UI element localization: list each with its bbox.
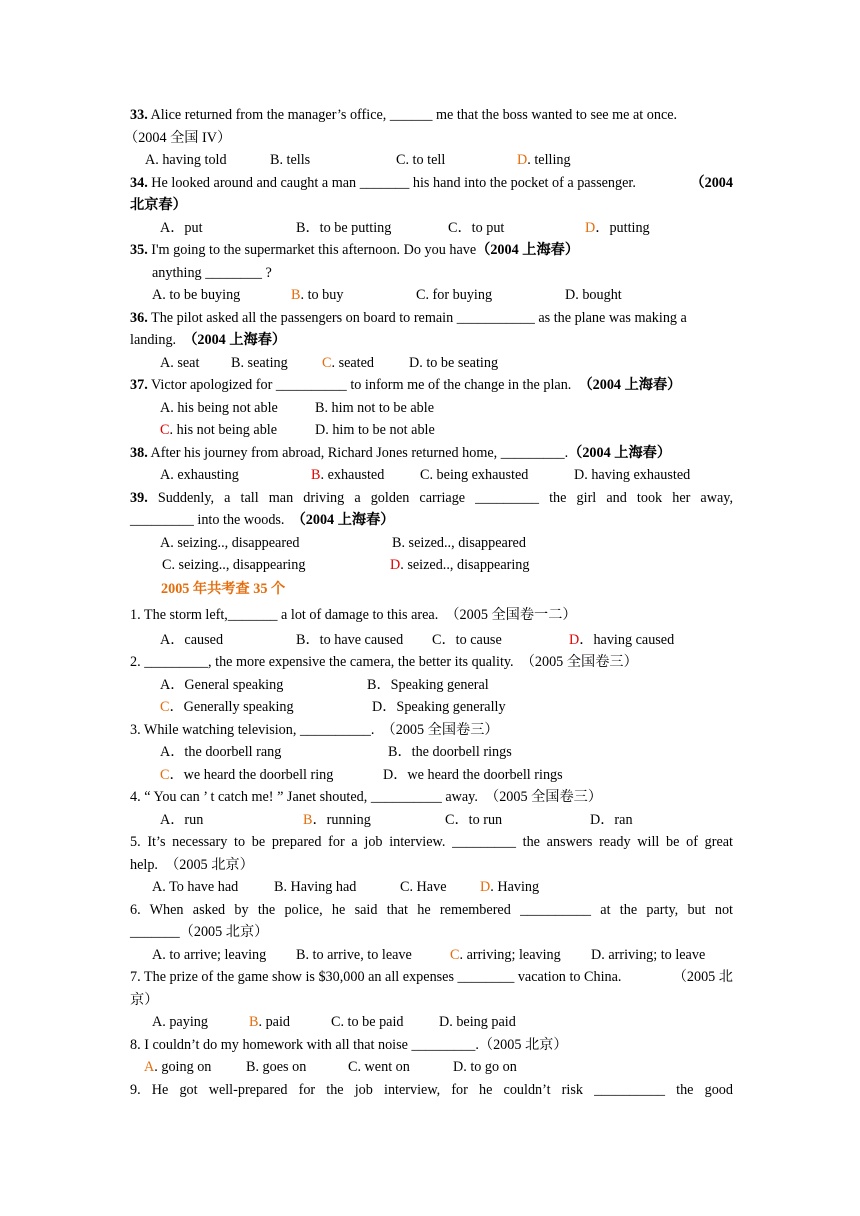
options-row — [130, 944, 733, 967]
option-b: B. to arrive, to leave — [296, 946, 412, 963]
option-d: D. telling — [517, 152, 571, 168]
option-b: B. paid — [249, 1014, 290, 1030]
section-heading — [130, 578, 733, 601]
option-d: D．Speaking generally — [372, 699, 506, 715]
option-b: B. him not to be able — [315, 399, 435, 416]
source-label: （2004 上海春） — [183, 332, 287, 348]
option-c: C. arriving; leaving — [450, 946, 561, 963]
question-number: 37. — [130, 377, 148, 393]
option-b: B. goes on — [246, 1059, 307, 1075]
question-text: Alice returned from the manager’s office, ______ me that the boss wanted to see me at once. — [147, 107, 678, 123]
source-label: （2005 北 — [672, 969, 733, 985]
question-33 — [130, 104, 733, 127]
options-row — [130, 352, 733, 375]
question-text: I'm going to the supermarket this afternoon. Do you have — [147, 242, 477, 258]
question-number: 33. — [130, 107, 148, 123]
option-c: C．to cause — [432, 631, 502, 648]
option-a: A．run — [160, 811, 204, 828]
option-b: B. seized.., disappeared — [392, 534, 526, 551]
question-36 — [130, 307, 733, 330]
source-label: （2005 全国卷三） — [485, 789, 603, 805]
question-39 — [130, 487, 733, 510]
option-c: C. seizing.., disappearing — [162, 557, 306, 573]
option-d: D. being paid — [439, 1014, 516, 1030]
option-c: C. to tell — [396, 152, 446, 168]
question-text: 5. It’s necessary to be prepared for a job interview. _________ the answers ready will be of great — [130, 834, 733, 850]
option-a: A. seat — [160, 354, 200, 371]
option-a: A. seizing.., disappeared — [160, 534, 300, 551]
option-d: D. to be seating — [409, 354, 499, 371]
options-row — [130, 554, 733, 577]
options-row — [130, 876, 733, 899]
question-2005-9 — [130, 1079, 733, 1102]
option-c: C. went on — [348, 1059, 410, 1075]
question-35 — [130, 239, 733, 262]
option-d: D．ran — [590, 811, 633, 828]
option-d: D．putting — [585, 219, 650, 236]
option-b: B. exhausted — [311, 467, 385, 483]
source-label: （2005 全国卷三） — [520, 654, 638, 670]
option-b: B. seating — [231, 354, 288, 371]
document-page — [124, 104, 733, 1101]
options-row — [130, 1011, 733, 1034]
option-d: D．having caused — [569, 631, 675, 648]
question-text: _______ — [130, 924, 180, 940]
option-b: B．Speaking general — [367, 676, 489, 693]
options-row — [130, 809, 733, 832]
source-label: 京） — [130, 991, 159, 1008]
question-text: 2. _________, the more expensive the camera, the better its quality. — [130, 654, 514, 670]
option-b: B. Having had — [274, 879, 357, 895]
options-row — [130, 284, 733, 307]
option-a: A. going on — [144, 1059, 212, 1075]
section-heading-text: 2005 年共考查 35 个 — [161, 580, 286, 597]
option-c: C．we heard the doorbell ring — [160, 766, 334, 783]
question-2005-3 — [130, 719, 733, 742]
question-text: 8. I couldn’t do my homework with all that noise _________. — [130, 1036, 479, 1053]
question-38 — [130, 442, 733, 465]
options-row — [130, 149, 733, 172]
question-continuation — [130, 921, 733, 944]
source-label: （2004 全国 IV） — [124, 129, 232, 146]
question-continuation — [130, 262, 733, 285]
option-a: A. To have had — [152, 879, 239, 895]
question-text: landing. — [130, 332, 177, 348]
option-d: D. to go on — [453, 1059, 517, 1075]
question-2005-2 — [130, 651, 733, 674]
option-a: A．the doorbell rang — [160, 744, 282, 760]
option-d: D. having exhausted — [574, 467, 691, 483]
option-d: D. Having — [480, 879, 540, 895]
option-a: A. to be buying — [152, 287, 241, 303]
options-row — [130, 419, 733, 442]
question-text: Victor apologized for __________ to inform me of the change in the plan. — [147, 377, 572, 393]
option-b: B．running — [303, 811, 371, 828]
question-text: _________ into the woods. — [130, 512, 285, 528]
option-c: C. his not being able — [160, 422, 278, 438]
source-label: （2005 全国卷一二） — [445, 607, 577, 623]
option-d: D. him to be not able — [315, 422, 435, 438]
option-a: A．caused — [160, 631, 224, 648]
options-row — [130, 741, 733, 764]
option-c: C．Generally speaking — [160, 699, 294, 715]
options-row — [130, 1056, 733, 1079]
option-b: B. tells — [270, 152, 311, 168]
question-text: 3. While watching television, __________. — [130, 721, 375, 738]
option-a: A. exhausting — [160, 467, 239, 483]
option-b: B．the doorbell rings — [388, 744, 512, 760]
option-a: A. to arrive; leaving — [152, 946, 267, 963]
question-number: 39. — [130, 489, 148, 506]
option-b: B．to have caused — [296, 631, 404, 648]
option-c: C. being exhausted — [420, 467, 529, 483]
question-34 — [130, 172, 733, 195]
question-2005-4 — [130, 786, 733, 809]
question-text: Suddenly, a tall man driving a golden carriage _________ the girl and took her away, — [147, 489, 733, 506]
question-2005-5 — [130, 831, 733, 854]
question-source — [130, 989, 733, 1012]
question-continuation — [130, 509, 733, 532]
question-text: 6. When asked by the police, he said that he remembered __________ at the party, but not — [130, 901, 733, 918]
question-source — [124, 127, 733, 150]
option-a: A．General speaking — [160, 676, 284, 693]
question-number: 35. — [130, 242, 148, 258]
question-2005-1 — [130, 604, 733, 627]
option-a: A．put — [160, 219, 203, 236]
question-number: 36. — [130, 309, 148, 326]
source-label: 北京春） — [130, 197, 187, 213]
question-text: After his journey from abroad, Richard Jones returned home, _________. — [147, 444, 569, 461]
option-b: B. to buy — [291, 287, 344, 303]
option-c: C．to put — [448, 219, 505, 236]
option-d: D．we heard the doorbell rings — [383, 766, 563, 783]
question-continuation — [130, 329, 733, 352]
option-c: C. seated — [322, 354, 375, 371]
source-label: （2004 上海春） — [476, 242, 580, 258]
option-c: C．to run — [445, 811, 503, 828]
option-b: B．to be putting — [296, 219, 392, 236]
options-row — [130, 217, 733, 240]
question-text: He looked around and caught a man _______ his hand into the pocket of a passenger. — [147, 174, 636, 191]
source-label: （2004 上海春） — [578, 377, 682, 393]
option-a: A. having told — [145, 152, 227, 168]
options-row — [130, 532, 733, 555]
options-row — [130, 629, 733, 652]
question-source — [130, 194, 733, 217]
question-2005-7 — [130, 966, 733, 989]
question-37 — [130, 374, 733, 397]
source-label: （2005 全国卷三） — [381, 721, 499, 738]
question-text: 4. “ You can ’ t catch me! ” Janet shouted, __________ away. — [130, 789, 478, 805]
option-c: C. to be paid — [331, 1014, 404, 1030]
options-row — [130, 464, 733, 487]
question-text: 7. The prize of the game show is $30,000 an all expenses ________ vacation to China. — [130, 969, 622, 985]
option-d: D. seized.., disappearing — [390, 557, 530, 573]
source-label: （2005 北京） — [165, 856, 254, 873]
options-row — [130, 674, 733, 697]
question-2005-6 — [130, 899, 733, 922]
question-2005-8 — [130, 1034, 733, 1057]
question-number: 38. — [130, 444, 148, 461]
source-label: （2005 北京） — [179, 924, 269, 940]
options-row — [130, 397, 733, 420]
option-c: C. Have — [400, 879, 447, 895]
question-text: 1. The storm left,_______ a lot of damage to this area. — [130, 607, 439, 623]
option-d: D. bought — [565, 287, 622, 303]
source-label: （2004 上海春） — [291, 512, 395, 528]
option-d: D. arriving; to leave — [591, 946, 706, 963]
option-a: A. paying — [152, 1014, 208, 1030]
question-continuation — [130, 854, 733, 877]
question-text: The pilot asked all the passengers on board to remain ___________ as the plane was making a — [147, 309, 687, 326]
source-label: （2004 — [690, 174, 733, 191]
question-text: 9. He got well-prepared for the job interview, for he couldn’t risk __________ the good — [130, 1081, 733, 1098]
option-c: C. for buying — [416, 287, 493, 303]
question-number: 34. — [130, 174, 148, 191]
question-text: anything ________ ? — [152, 264, 272, 281]
options-row — [130, 764, 733, 787]
question-text: help. — [130, 856, 158, 873]
source-label: （2005 北京） — [478, 1036, 568, 1053]
source-label: （2004 上海春） — [568, 444, 672, 461]
options-row — [130, 696, 733, 719]
option-a: A. his being not able — [160, 399, 278, 416]
